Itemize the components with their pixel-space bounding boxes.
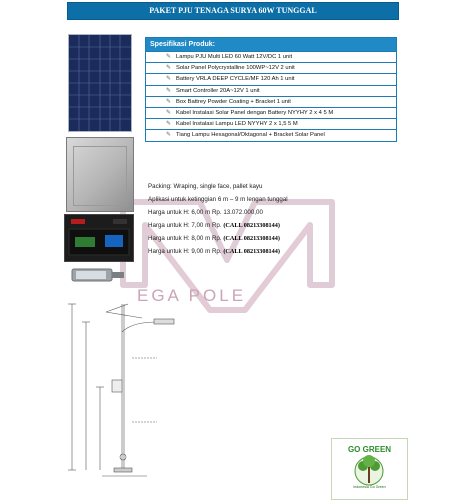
go-green-logo (331, 438, 408, 500)
led-lamp-image (68, 263, 128, 287)
price-line: Harga untuk H: 7,00 m Rp. (CALL 08213308144) (148, 222, 280, 229)
pole-technical-drawing (62, 292, 212, 492)
logo-subtitle: Indonesia Go Green (353, 485, 386, 489)
spec-item: ✎ Solar Panel Polycrystalline 100WP~12V 2 unit (146, 63, 396, 74)
pen-icon: ✎ (166, 109, 172, 116)
aplikasi-text: Aplikasi untuk ketinggian 6 m – 9 m lengan tunggal (148, 196, 288, 203)
pen-icon: ✎ (166, 98, 172, 105)
spec-item: ✎ Smart Controller 20A~12V 1 unit (146, 86, 396, 97)
box-door (73, 146, 127, 206)
watermark-text: EGA POLE (137, 286, 247, 305)
solar-panel-image (68, 34, 132, 132)
packing-text: Packing: Wraping, single face, pallet kayu (148, 183, 263, 190)
call-number: (CALL 08213308144) (223, 248, 280, 255)
price-line: Harga untuk H: 9,00 m Rp. (CALL 08213308144) (148, 248, 280, 255)
spec-item: ✎ Kabel Instalasi Lampu LED NYYHY 2 x 1,5 5 M (146, 119, 396, 130)
pen-icon: ✎ (166, 121, 172, 128)
pen-icon: ✎ (166, 76, 172, 83)
call-number: (CALL 08213308144) (223, 235, 280, 242)
price-line: Harga untuk H: 8,00 m Rp. (CALL 08213308144) (148, 235, 280, 242)
price-line: Harga untuk H: 6,00 m Rp. 13.072.000,00 (148, 209, 263, 216)
pen-icon: ✎ (166, 54, 172, 60)
pen-icon: ✎ (166, 87, 172, 94)
battery-box-image (66, 137, 134, 212)
spec-item: ✎ Tiang Lampu Hexagonal/Oktagonal + Bracket Solar Panel (146, 130, 396, 140)
page-title: PAKET PJU TENAGA SURYA 60W TUNGGAL (67, 2, 399, 20)
battery-image (64, 214, 134, 262)
pen-icon: ✎ (166, 132, 172, 139)
spec-item: ✎ Lampu PJU Multi LED 60 Watt 12V/DC 1 unit (146, 52, 396, 63)
spec-table (145, 37, 397, 142)
call-number: (CALL 08213308144) (223, 222, 280, 229)
spec-item: ✎ Battery VRLA DEEP CYCLE/MF 120 Ah 1 unit (146, 74, 396, 85)
spec-item: ✎ Box Battrey Powder Coating + Bracket 1 unit (146, 97, 396, 108)
logo-title: GO GREEN (347, 445, 392, 454)
pen-icon: ✎ (166, 65, 172, 72)
spec-header: Spesifikasi Produk: (146, 38, 396, 52)
spec-item: ✎ Kabel Instalasi Solar Panel dengan Battery NYYHY 2 x 4 5 M (146, 108, 396, 119)
product-info (148, 180, 288, 258)
